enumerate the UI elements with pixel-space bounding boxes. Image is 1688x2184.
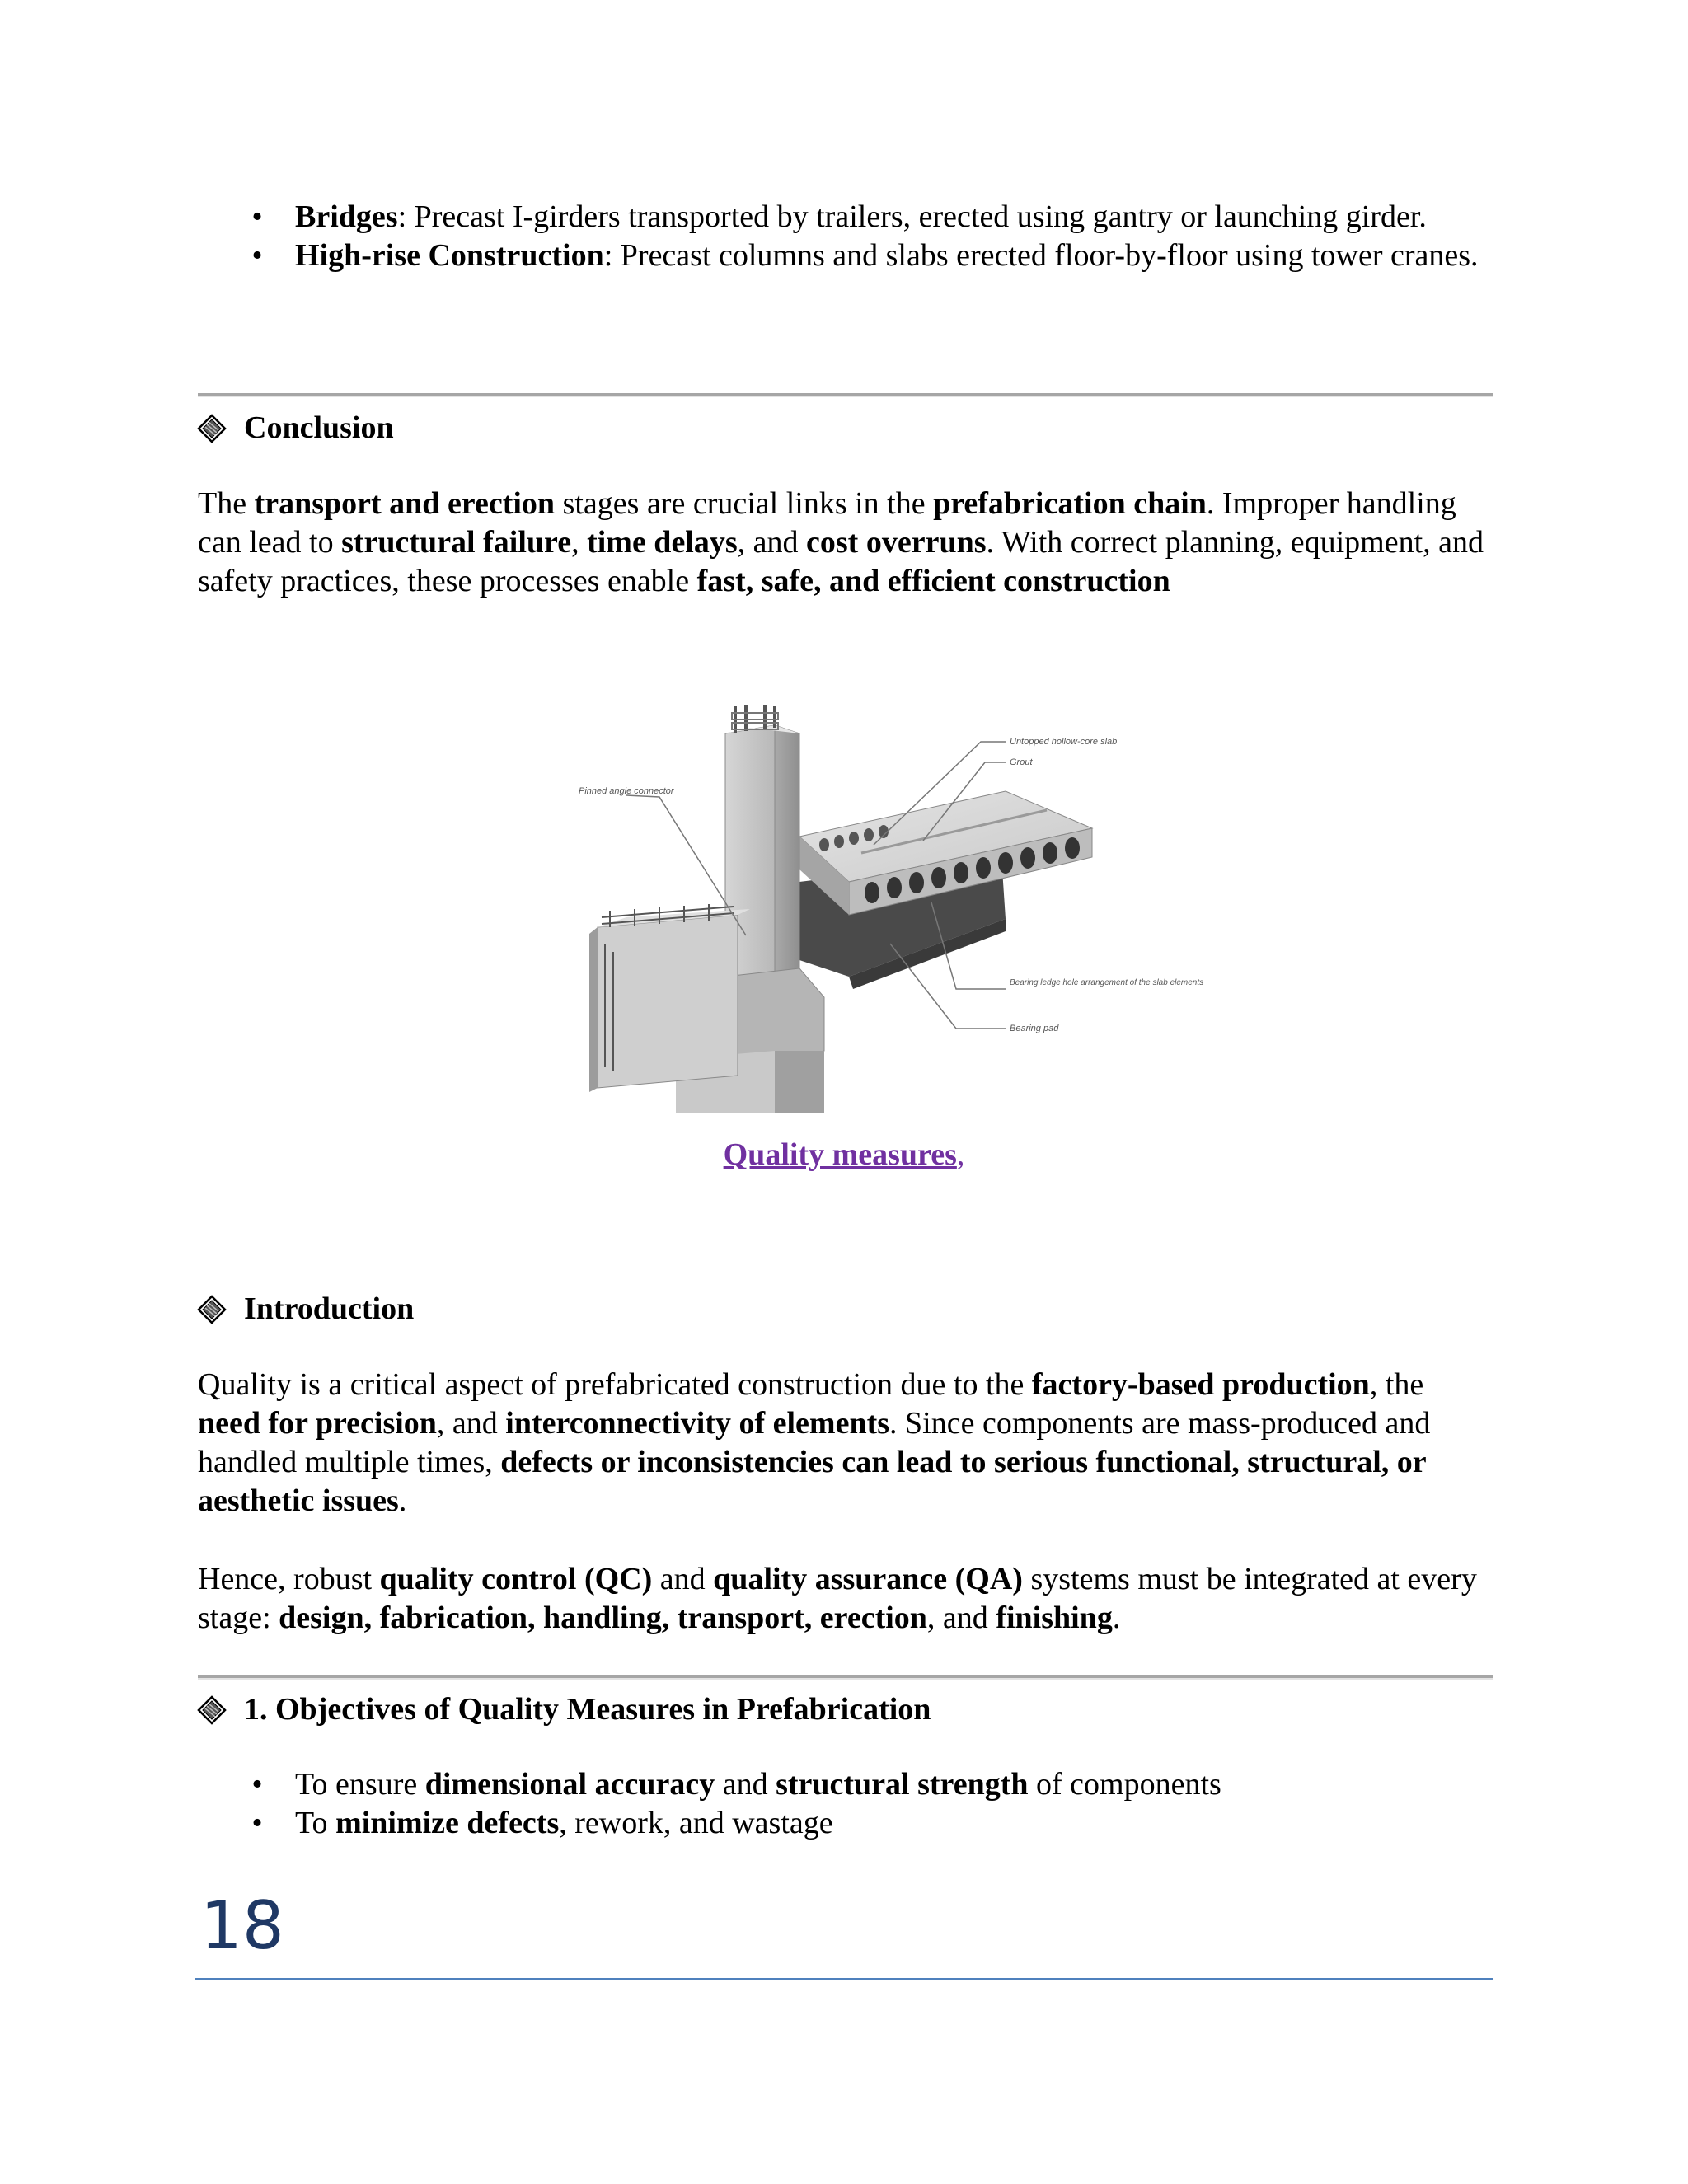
text-run: . Improper handling can lead to — [198, 486, 1456, 560]
text-run: The — [198, 486, 255, 521]
bold-run: quality assurance (QA) — [713, 1562, 1023, 1596]
bullet-icon: • — [251, 199, 263, 234]
label-left: Pinned angle connector — [579, 786, 674, 796]
horizontal-divider — [198, 393, 1493, 397]
objectives-heading — [198, 1690, 931, 1729]
text-run: stages are crucial links in the — [555, 486, 934, 521]
text-run: To — [295, 1806, 336, 1840]
bold-run: structural failure — [341, 525, 572, 560]
introduction-heading — [198, 1290, 414, 1329]
text-run: of components — [1028, 1767, 1221, 1802]
bullet-bold: High-rise Construction — [295, 238, 604, 273]
heading-text: Conclusion — [244, 410, 394, 445]
list-item — [198, 1804, 1492, 1843]
text-run: . — [1112, 1601, 1121, 1635]
bullet-text: : Precast I-girders transported by trailers, erected using gantry or launching girder. — [397, 199, 1427, 234]
bold-run: finishing — [996, 1601, 1113, 1635]
text-run: , rework, and wastage — [559, 1806, 833, 1840]
bullet-icon: • — [251, 238, 263, 273]
text-run: Hence, robust — [198, 1562, 380, 1596]
bold-run: transport and erection — [254, 486, 556, 521]
bold-run: interconnectivity of elements — [505, 1406, 890, 1441]
list-item — [198, 1765, 1492, 1804]
text-run: , the — [1369, 1367, 1424, 1402]
diamond-icon — [198, 415, 226, 443]
list-item — [198, 198, 1492, 237]
label-right-2: Grout — [1010, 757, 1033, 767]
label-right-3: Bearing ledge hole arrangement of the slab elements — [1010, 978, 1204, 987]
text-run: . Since components are mass-produced and handled multiple times, — [198, 1406, 1431, 1479]
bold-run: dimensional accuracy — [424, 1767, 715, 1802]
heading-text: 1. Objectives of Quality Measures in Prefabrication — [244, 1692, 931, 1727]
bold-run: fast, safe, and efficient construction — [696, 564, 1170, 598]
text-run: , and — [436, 1406, 506, 1441]
text-run: . — [398, 1483, 407, 1518]
objectives-bullet-list — [198, 1765, 1492, 1843]
introduction-paragraph — [198, 1366, 1492, 1521]
text-run: To ensure — [295, 1767, 425, 1802]
hence-paragraph — [198, 1560, 1492, 1638]
text-run: and — [652, 1562, 714, 1596]
label-right-1: Untopped hollow-core slab — [1010, 737, 1118, 747]
text-run: systems must be integrated at every stage: — [198, 1562, 1477, 1635]
page-number: 18 — [200, 1887, 284, 1964]
precast-connection-figure — [577, 705, 1204, 1113]
conclusion-paragraph — [198, 485, 1492, 601]
bold-run: prefabrication chain — [933, 486, 1207, 521]
heading-text: Introduction — [244, 1291, 415, 1326]
list-item — [198, 237, 1492, 275]
text-run: . With correct planning, equipment, and safety practices, these processes enable — [198, 525, 1484, 598]
caption-comma: , — [956, 1137, 965, 1172]
diamond-icon — [198, 1296, 226, 1324]
bold-run: cost overruns — [806, 525, 987, 560]
conclusion-heading — [198, 409, 394, 448]
bold-run: quality control (QC) — [379, 1562, 653, 1596]
bold-run: time delays — [587, 525, 738, 560]
bold-run: defects or inconsistencies can lead to serious functional, structural, or aesthetic issues — [198, 1445, 1426, 1518]
text-run: Quality is a critical aspect of prefabricated construction due to the — [198, 1367, 1032, 1402]
label-right-4: Bearing pad — [1010, 1024, 1059, 1033]
bullet-bold: Bridges — [295, 199, 398, 234]
bold-run: need for precision — [198, 1406, 437, 1441]
text-run: , and — [737, 525, 807, 560]
figure-caption — [0, 1136, 1688, 1174]
caption-link[interactable]: Quality measures — [723, 1137, 957, 1172]
bold-run: design, fabrication, handling, transport, erection — [279, 1601, 927, 1635]
text-run: and — [715, 1767, 776, 1802]
text-run: , — [571, 525, 588, 560]
text-run: , and — [926, 1601, 996, 1635]
bullet-icon: • — [251, 1767, 263, 1802]
bullet-icon: • — [251, 1806, 263, 1840]
diamond-icon — [198, 1696, 226, 1724]
bullet-text: : Precast columns and slabs erected floor-by-floor using tower cranes. — [603, 238, 1479, 273]
bold-run: minimize defects — [335, 1806, 560, 1840]
footer-divider — [195, 1978, 1493, 1980]
top-bullet-list — [198, 198, 1492, 275]
precast-connection-illustration — [577, 705, 1204, 1113]
bold-run: structural strength — [776, 1767, 1029, 1802]
bold-run: factory-based production — [1031, 1367, 1370, 1402]
horizontal-divider — [198, 1675, 1493, 1680]
